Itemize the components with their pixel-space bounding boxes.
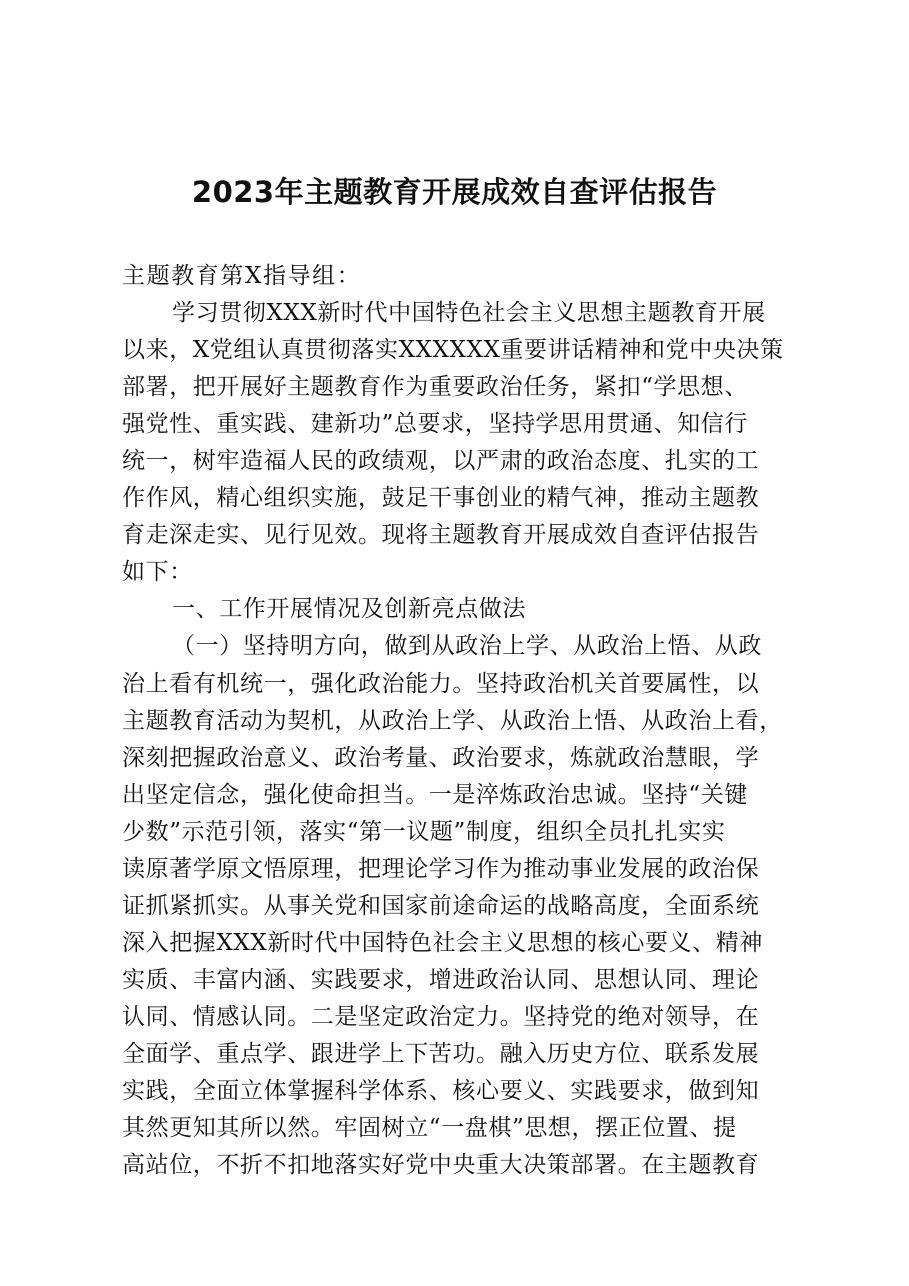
text-line: 强党性、重实践、建新功”总要求，坚持学思用贯通、知信行 [122, 411, 748, 438]
text-line: 少数”示范引领，落实“第一议题”制度，组织全员扎扎实实 [122, 818, 726, 845]
document-body [122, 258, 802, 1184]
text-line: 学习贯彻XXX新时代中国特色社会主义思想主题教育开展 [172, 300, 766, 327]
text-line: 部署，把开展好主题教育作为重要政治任务，紧扣“学思想、 [122, 374, 748, 401]
text-line: 读原著学原文悟原理，把理论学习作为推动事业发展的政治保 [122, 855, 760, 882]
text-line: 以来，X党组认真贯彻落实XXXXXX重要讲话精神和党中央决策 [122, 337, 784, 364]
text-line: 育走深走实、见行见效。现将主题教育开展成效自查评估报告 [122, 522, 760, 549]
document-title: 2023年主题教育开展成效自查评估报告 [191, 175, 718, 209]
text-line: 主题教育第X指导组： [122, 263, 362, 289]
text-line: 如下： [122, 559, 193, 586]
text-line: 证抓紧抓实。从事关党和国家前途命运的战略高度，全面系统 [122, 892, 760, 919]
text-line: 深入把握XXX新时代中国特色社会主义思想的核心要义、精神 [122, 929, 763, 956]
text-line: 全面学、重点学、跟进学上下苦功。融入历史方位、联系发展 [122, 1040, 760, 1067]
text-line: 高站位，不折不扣地落实好党中央重大决策部署。在主题教育 [122, 1152, 760, 1179]
text-line: （一）坚持明方向，做到从政治上学、从政治上悟、从政 [172, 633, 762, 660]
text-line: 实践，全面立体掌握科学体系、核心要义、实践要求，做到知 [122, 1078, 760, 1105]
text-line: 作作风，精心组织实施，鼓足干事创业的精气神，推动主题教 [122, 485, 760, 512]
text-line: 一、工作开展情况及创新亮点做法 [172, 596, 526, 623]
text-line: 深刻把握政治意义、政治考量、政治要求，炼就政治慧眼，学 [122, 744, 760, 771]
text-line: 主题教育活动为契机，从政治上学、从政治上悟、从政治上看， [122, 707, 783, 734]
text-line: 其然更知其所以然。牢固树立“一盘棋”思想，摆正位置、提 [122, 1115, 737, 1142]
text-line: 实质、丰富内涵、实践要求，增进政治认同、思想认同、理论 [122, 966, 760, 993]
text-line: 出坚定信念，强化使命担当。一是淬炼政治忠诚。坚持“关键 [122, 781, 748, 808]
text-line: 统一，树牢造福人民的政绩观，以严肃的政治态度、扎实的工 [122, 448, 760, 475]
text-line: 治上看有机统一，强化政治能力。坚持政治机关首要属性，以 [122, 670, 760, 697]
text-line: 认同、情感认同。二是坚定政治定力。坚持党的绝对领导，在 [122, 1003, 760, 1030]
